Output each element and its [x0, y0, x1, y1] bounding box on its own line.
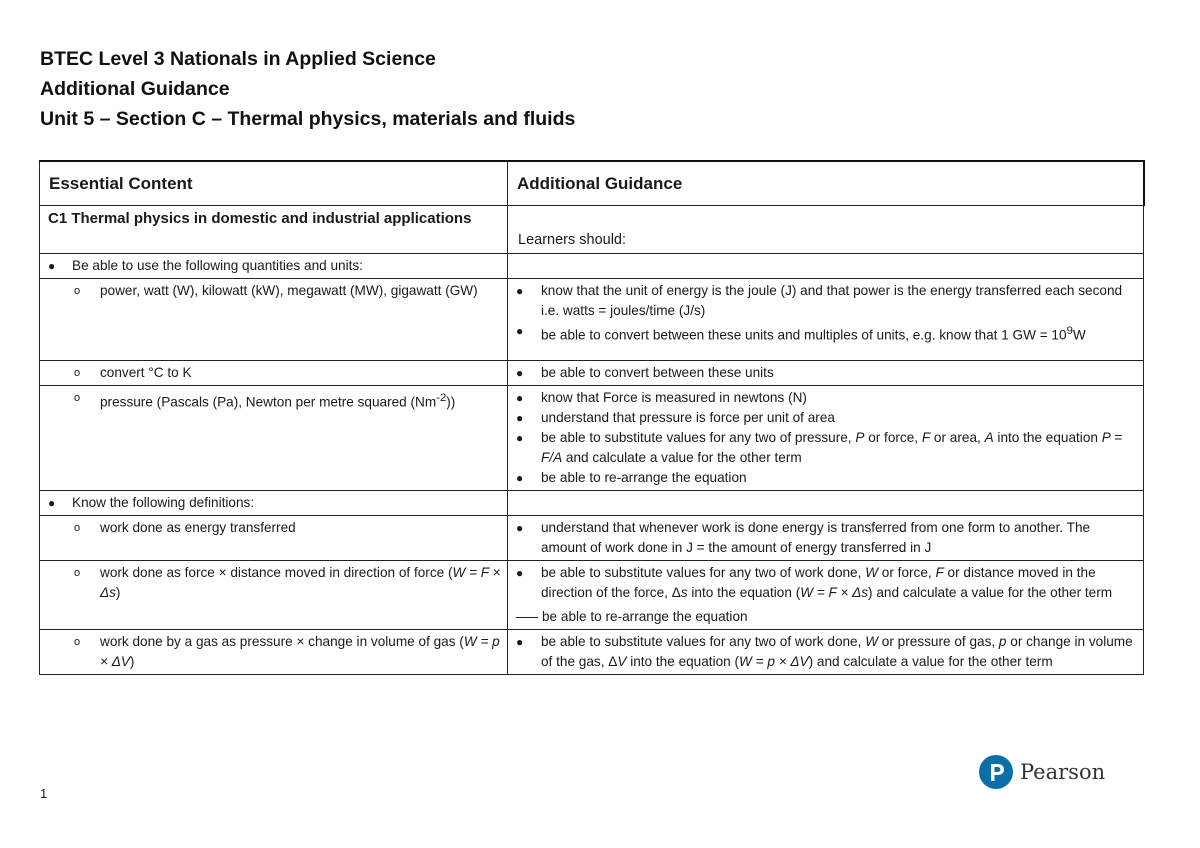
bullet-icon: ● — [48, 259, 56, 273]
header-additional-guidance: Additional Guidance — [508, 161, 1144, 206]
guidance-table — [39, 160, 1145, 675]
guidance-text-equation: be able to substitute values for any two of pressure, P or force, F or area, A into the equation P = F/A and calculate a value for the other term — [541, 430, 1123, 465]
bullet-line-icon — [516, 617, 538, 618]
bullet-icon: ● — [516, 284, 524, 298]
title-line-3: Unit 5 – Section C – Thermal physics, materials and fluids — [40, 108, 576, 130]
bullet-icon: ● — [516, 566, 524, 580]
table-row-pressure — [40, 386, 1144, 491]
section-title: C1 Thermal physics in domestic and industrial applications — [48, 210, 472, 227]
circle-bullet-icon: o — [74, 392, 81, 404]
group-label: Know the following definitions: — [72, 495, 255, 510]
circle-bullet-icon: o — [74, 285, 81, 297]
circle-bullet-icon: o — [74, 567, 81, 579]
pearson-logo — [978, 754, 1105, 790]
guidance-text: understand that pressure is force per unit of area — [541, 410, 835, 425]
bullet-icon: ● — [516, 431, 524, 445]
superscript: 9 — [1066, 325, 1073, 337]
guidance-text: be able to convert between these units and multiples of units, e.g. know that 1 GW = 10 — [541, 327, 1067, 343]
circle-bullet-icon: o — [74, 367, 81, 379]
circle-bullet-icon: o — [74, 636, 81, 648]
document-titles — [40, 44, 575, 134]
content-text: power, watt (W), kilowatt (kW), megawatt (MW), gigawatt (GW) — [100, 283, 478, 298]
table-row-work-energy — [40, 516, 1144, 561]
bullet-icon: ● — [516, 391, 524, 405]
circle-bullet-icon: o — [74, 522, 81, 534]
guidance-text: W — [1072, 327, 1086, 343]
bullet-icon: ● — [516, 471, 524, 485]
content-text: )) — [446, 394, 456, 410]
group-row-definitions — [40, 491, 1144, 516]
table-header-row — [40, 161, 1144, 206]
table-row-power — [40, 279, 1144, 361]
bullet-icon: ● — [516, 635, 524, 649]
guidance-text-equation: be able to substitute values for any two of work done, W or pressure of gas, p or change in volume of the gas, ΔV into the equation (W = p × ΔV) and calculate a value for the other term — [541, 634, 1133, 669]
pearson-p-icon — [978, 754, 1014, 790]
group-row-quantities — [40, 254, 1144, 279]
superscript: -2 — [436, 392, 447, 404]
content-text: pressure (Pascals (Pa), Newton per metre squared (Nm — [100, 394, 437, 410]
group-label: Be able to use the following quantities and units: — [72, 258, 363, 273]
guidance-text-equation: be able to substitute values for any two of work done, W or force, F or distance moved in the direction of the force, Δs into the equation (W = F × Δs) and calculate a value for the other term — [541, 565, 1113, 600]
guidance-text: be able to re-arrange the equation — [542, 609, 748, 624]
content-text: work done as energy transferred — [100, 520, 296, 535]
guidance-text: be able to re-arrange the equation — [541, 470, 747, 485]
bullet-icon: ● — [516, 324, 524, 338]
header-essential-content: Essential Content — [40, 161, 508, 206]
brand-name: Pearson — [1020, 760, 1106, 784]
learners-should-label: Learners should: — [518, 232, 627, 248]
table-row-work-gas — [40, 630, 1144, 675]
title-line-2: Additional Guidance — [40, 78, 230, 100]
content-text-equation: work done by a gas as pressure × change in volume of gas (W = p × ΔV) — [100, 634, 500, 669]
content-text-equation: work done as force × distance moved in direction of force (W = F × Δs) — [100, 565, 501, 600]
content-text: convert °C to K — [100, 365, 192, 380]
title-line-1: BTEC Level 3 Nationals in Applied Science — [40, 48, 436, 70]
table-row-work-force — [40, 561, 1144, 630]
bullet-icon: ● — [516, 521, 524, 535]
guidance-text: be able to convert between these units — [541, 365, 774, 380]
page-number: 1 — [40, 786, 48, 801]
guidance-text: know that the unit of energy is the joule (J) and that power is the energy transferred each second i.e. watts = joules/time (J/s) — [541, 283, 1123, 318]
table-row-temperature — [40, 361, 1144, 386]
bullet-icon: ● — [516, 366, 524, 380]
bullet-icon: ● — [48, 496, 56, 510]
bullet-icon: ● — [516, 411, 524, 425]
guidance-text: know that Force is measured in newtons (N) — [541, 390, 807, 405]
section-row — [40, 206, 1144, 254]
guidance-text: understand that whenever work is done energy is transferred from one form to another. The amount of work done in J = the amount of energy transferred in J — [541, 520, 1091, 555]
